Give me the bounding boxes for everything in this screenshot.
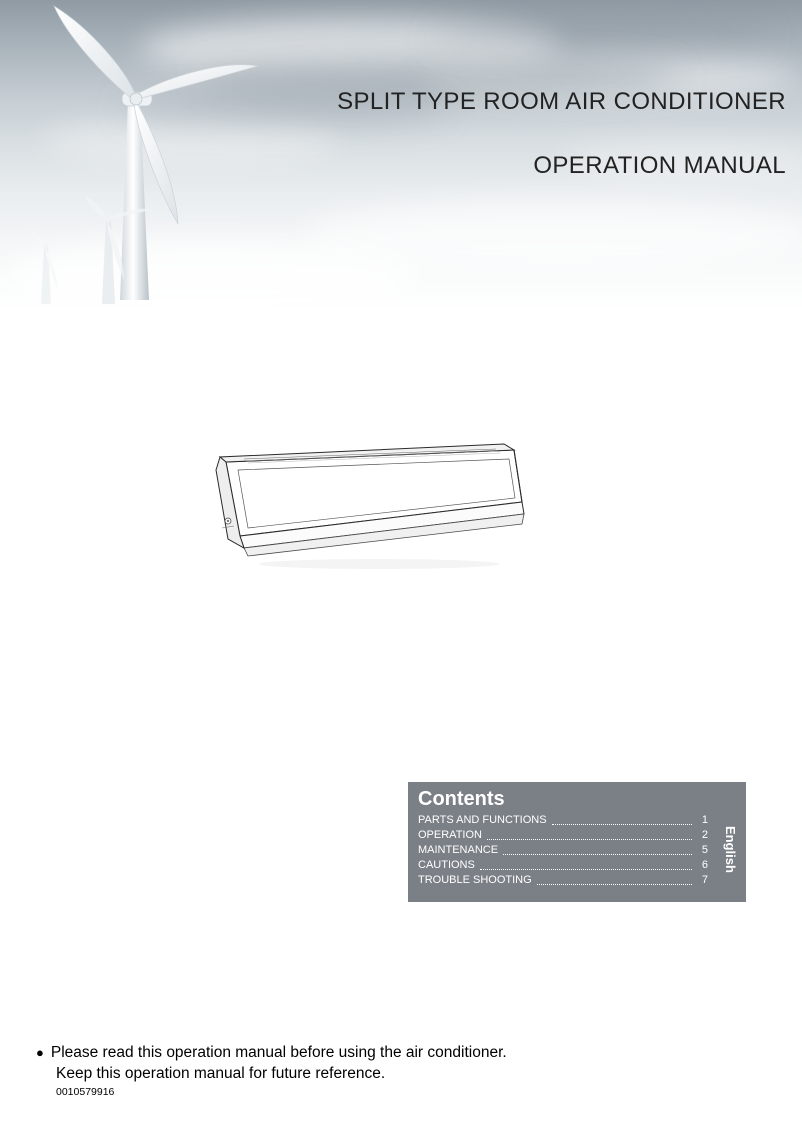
indoor-unit-drawing xyxy=(204,440,544,575)
toc-item[interactable] xyxy=(418,828,708,843)
toc-item-page: 5 xyxy=(701,844,708,856)
toc-item-label: PARTS AND FUNCTIONS xyxy=(418,814,547,826)
toc-leader-dots xyxy=(537,883,692,885)
contents-heading: Contents xyxy=(418,788,505,810)
toc-item-label: CAUTIONS xyxy=(418,859,475,871)
toc-leader-dots xyxy=(487,838,692,840)
footer-note-line1: Please read this operation manual before using the air conditioner. xyxy=(50,1044,507,1061)
toc-leader-dots xyxy=(480,868,692,870)
toc-leader-dots xyxy=(503,853,692,855)
toc-item-page: 1 xyxy=(701,814,708,826)
toc-item-page: 2 xyxy=(701,829,708,841)
bullet-icon: ● xyxy=(36,1045,44,1060)
product-illustration xyxy=(204,440,544,575)
toc-leader-dots xyxy=(552,823,692,825)
wind-turbine-icon-small xyxy=(24,228,114,310)
contents-box xyxy=(408,782,746,902)
toc-item-label: TROUBLE SHOOTING xyxy=(418,874,532,886)
toc-item[interactable] xyxy=(418,858,708,873)
page-subtitle: OPERATION MANUAL xyxy=(533,152,786,179)
language-tab-english: English xyxy=(723,825,738,873)
toc-item-label: MAINTENANCE xyxy=(418,844,499,856)
toc-item-page: 7 xyxy=(701,874,708,886)
footer-note xyxy=(36,1042,756,1100)
toc-item[interactable] xyxy=(418,813,708,828)
footer-note-line2: Keep this operation manual for future reference. xyxy=(56,1065,386,1082)
cloud-shadow xyxy=(430,24,770,50)
document-code: 0010579916 xyxy=(56,1086,115,1098)
toc-item-page: 6 xyxy=(701,859,708,871)
toc-item-label: OPERATION xyxy=(418,829,482,841)
header-title-block xyxy=(337,88,786,180)
toc-item[interactable] xyxy=(418,843,708,858)
page-title: SPLIT TYPE ROOM AIR CONDITIONER xyxy=(337,88,786,115)
header-banner-image xyxy=(0,0,802,310)
toc-item[interactable] xyxy=(418,873,708,888)
